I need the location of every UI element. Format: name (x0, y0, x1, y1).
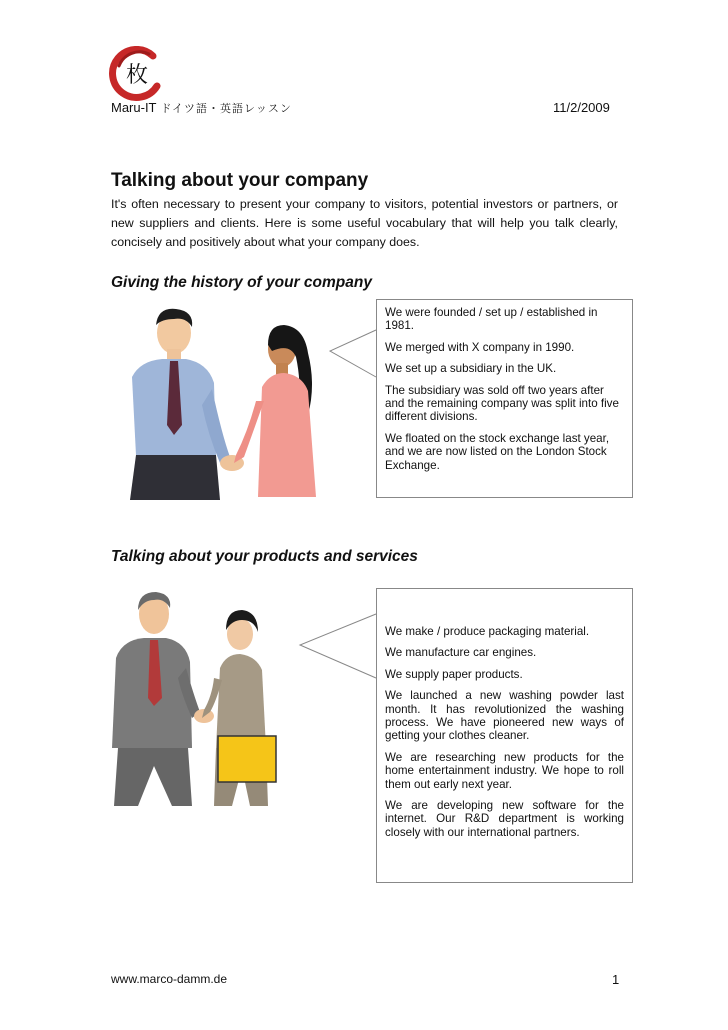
products-phrase-2: We manufacture car engines. (385, 646, 537, 660)
history-phrase-1: We were founded / set up / established in 1981. (385, 306, 598, 333)
footer-url: www.marco-damm.de (111, 972, 228, 986)
products-phrase-1: We make / produce packaging material. (385, 625, 590, 638)
products-phrase-4: We launched a new washing powder last month. It has revolutionized the washing process. We have pioneered new ways of getting your clothes cleaner. (385, 689, 624, 743)
history-phrase-2: We merged with X company in 1990. (385, 340, 575, 354)
header-brand (111, 100, 292, 116)
intro-paragraph: It's often necessary to present your company to visitors, potential investors or partners, or new suppliers and clients. Here is some useful vocabulary that will help you talk clearly, concisely and positively about what your company does. (111, 197, 618, 249)
yellow-folder-icon (218, 736, 276, 782)
history-phrase-5: We floated on the stock exchange last year, and we are now listed on the London Stock Exchange. (385, 431, 610, 472)
handshake-illustration-2 (108, 588, 290, 810)
brand-subtitle: ドイツ語・英語レッスン (160, 102, 292, 115)
logo-glyph: 枚 (125, 63, 149, 88)
products-phrase-3: We supply paper products. (385, 667, 523, 681)
section-heading-products: Talking about your products and services (111, 548, 418, 565)
products-phrase-6: We are developing new software for the internet. Our R&D department is working closely with our international partners. (385, 799, 624, 839)
products-phrase-5: We are researching new products for the home entertainment industry. We hope to roll them out early next year. (385, 750, 624, 791)
page-number: 1 (612, 972, 620, 987)
callout-history (376, 299, 633, 498)
company-logo (109, 46, 165, 102)
history-phrase-3: We set up a subsidiary in the UK. (385, 362, 557, 376)
header-date: 11/2/2009 (553, 100, 610, 115)
section-heading-history: Giving the history of your company (111, 274, 372, 291)
history-phrase-4: The subsidiary was sold off two years after and the remaining company was split into five different divisions. (385, 383, 619, 424)
callout-products (376, 588, 633, 883)
handshake-illustration-1 (112, 305, 344, 500)
page-title: Talking about your company (111, 170, 369, 191)
brand-name: Maru-IT (111, 100, 157, 115)
